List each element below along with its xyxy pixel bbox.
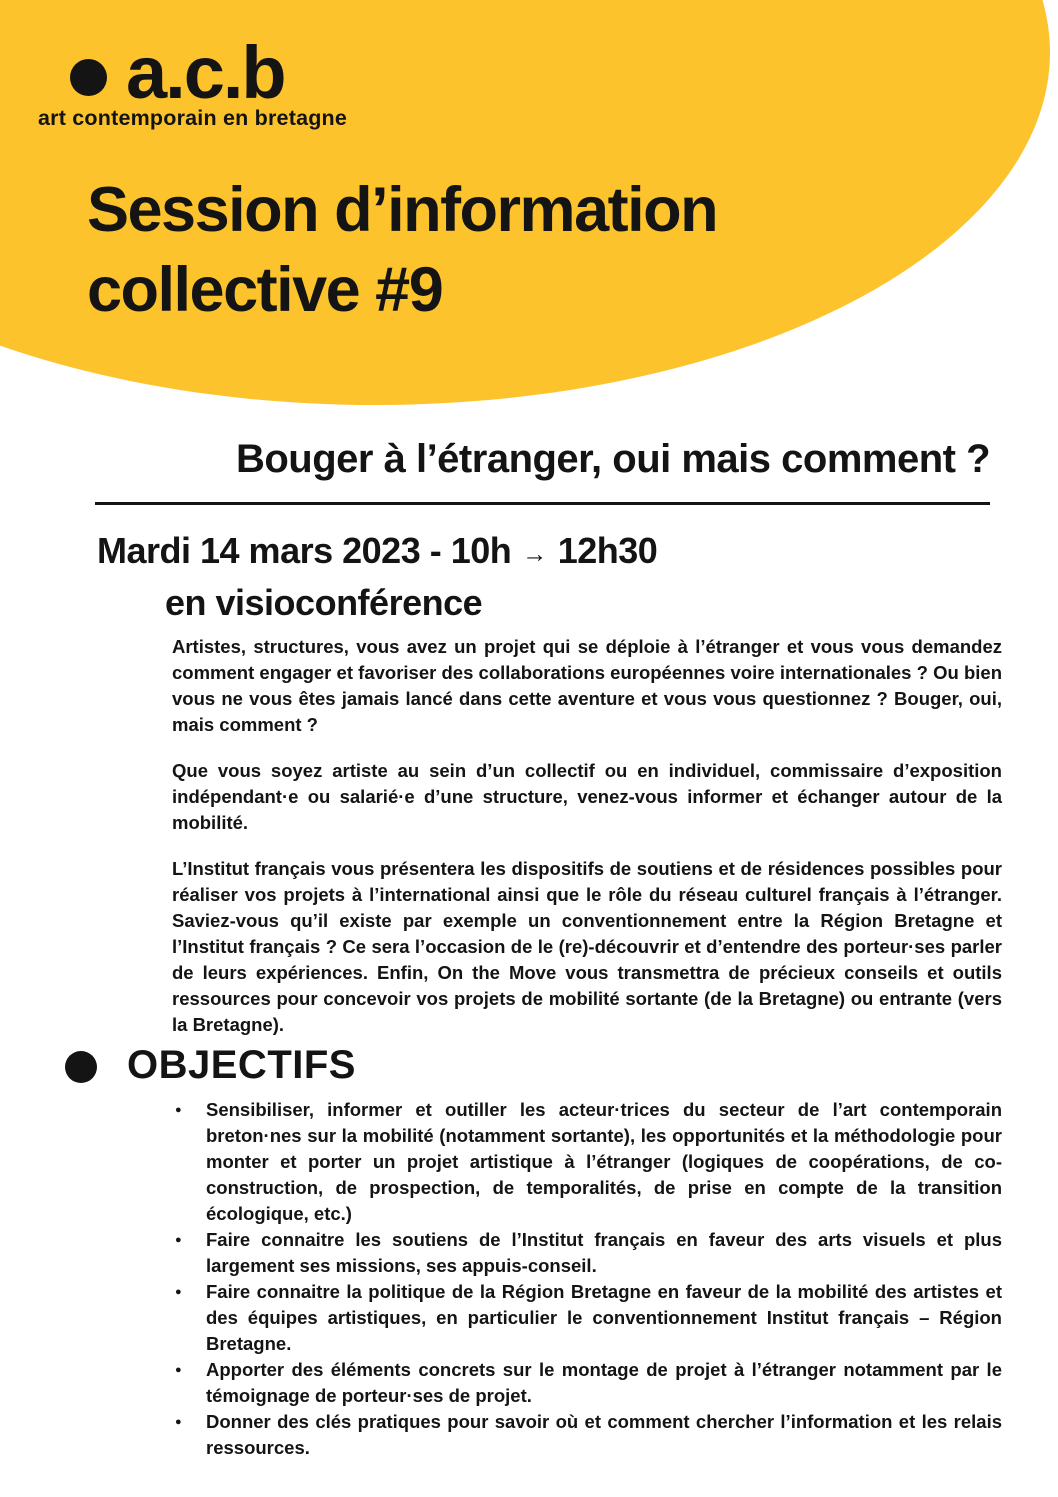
page-title bbox=[87, 170, 717, 330]
event-date-row bbox=[97, 530, 657, 572]
event-location: en visioconférence bbox=[165, 582, 483, 623]
intro-paragraph: Que vous soyez artiste au sein d’un collectif ou en individuel, commissaire d’exposition indépendant·e ou salarié·e d’une structure, venez-vous informer et échanger autour de la mobilité. bbox=[172, 760, 1002, 833]
objective-item bbox=[172, 1279, 1002, 1357]
intro-paragraph: Artistes, structures, vous avez un projet qui se déploie à l’étranger et vous vous demandez comment engager et favoriser des collaborations européennes voire internationales ? Ou bien vous ne vous êtes jamais lancé dans cette aventure et vous vous questionnez ? Bouger, oui, mais comment ? bbox=[172, 636, 1002, 735]
objective-text: Apporter des éléments concrets sur le montage de projet à l’étranger notamment par le témoignage de porteur·ses de projet. bbox=[206, 1359, 1002, 1406]
logo-dot-icon bbox=[70, 59, 107, 96]
right-arrow-icon: → bbox=[522, 539, 547, 568]
event-date: Mardi 14 mars 2023 - 10h bbox=[97, 530, 512, 571]
section-dot-icon bbox=[65, 1051, 97, 1083]
objective-item bbox=[172, 1357, 1002, 1409]
objective-item bbox=[172, 1227, 1002, 1279]
objectives-list bbox=[172, 1097, 1002, 1461]
bullet-icon: ● bbox=[175, 1416, 182, 1428]
page-title-line2: collective #9 bbox=[87, 255, 443, 325]
objective-text: Faire connaitre la politique de la Région Bretagne en faveur de la mobilité des artistes et des équipes artistiques, en particulier le conventionnement Institut français – Région Bretagne. bbox=[206, 1281, 1002, 1354]
objective-text: Sensibiliser, informer et outiller les acteur·trices du secteur de l’art contemporain breton·nes sur la mobilité (notamment sortante), les opportunités et la méthodologie pour monter et porter un projet artistique à l’étranger (logiques de coopérations, de co-construction, de prospection, de temporalités, de prise en compte de la transition écologique, etc.) bbox=[206, 1099, 1002, 1224]
logo-brand: a.c.b bbox=[126, 31, 285, 114]
bullet-icon: ● bbox=[175, 1286, 182, 1298]
event-end-time: 12h30 bbox=[557, 530, 658, 571]
objective-text: Donner des clés pratiques pour savoir où et comment chercher l’information et les relais ressources. bbox=[206, 1411, 1002, 1458]
objective-item bbox=[172, 1409, 1002, 1461]
bullet-icon: ● bbox=[175, 1364, 182, 1376]
intro-section bbox=[172, 634, 1002, 1038]
objectives-heading: OBJECTIFS bbox=[127, 1043, 356, 1087]
objective-text: Faire connaitre les soutiens de l’Institut français en faveur des arts visuels et plus largement ses missions, ses appuis-conseil. bbox=[206, 1229, 1002, 1276]
intro-paragraph: L’Institut français vous présentera les dispositifs de soutiens et de résidences possibles pour réaliser vos projets à l’international ainsi que le rôle du réseau culturel français à l’étranger. Saviez-vous qu’il existe par exemple un conventionnement entre la Région Bretagne et l’Institut français ? Ce sera l’occasion de le (re)-découvrir et d’entendre des porteur·ses parler de leurs expériences. Enfin, On the Move vous transmettra de précieux conseils et outils ressources pour concevoir vos projets de mobilité sortante (de la Bretagne) ou entrante (vers la Bretagne). bbox=[172, 858, 1002, 1035]
bullet-icon: ● bbox=[175, 1104, 182, 1116]
subtitle-divider bbox=[95, 502, 990, 505]
bullet-icon: ● bbox=[175, 1234, 182, 1246]
objective-item bbox=[172, 1097, 1002, 1227]
event-subtitle: Bouger à l’étranger, oui mais comment ? bbox=[235, 437, 990, 481]
logo-tagline: art contemporain en bretagne bbox=[38, 106, 348, 130]
page-title-line1: Session d’information bbox=[87, 175, 718, 245]
